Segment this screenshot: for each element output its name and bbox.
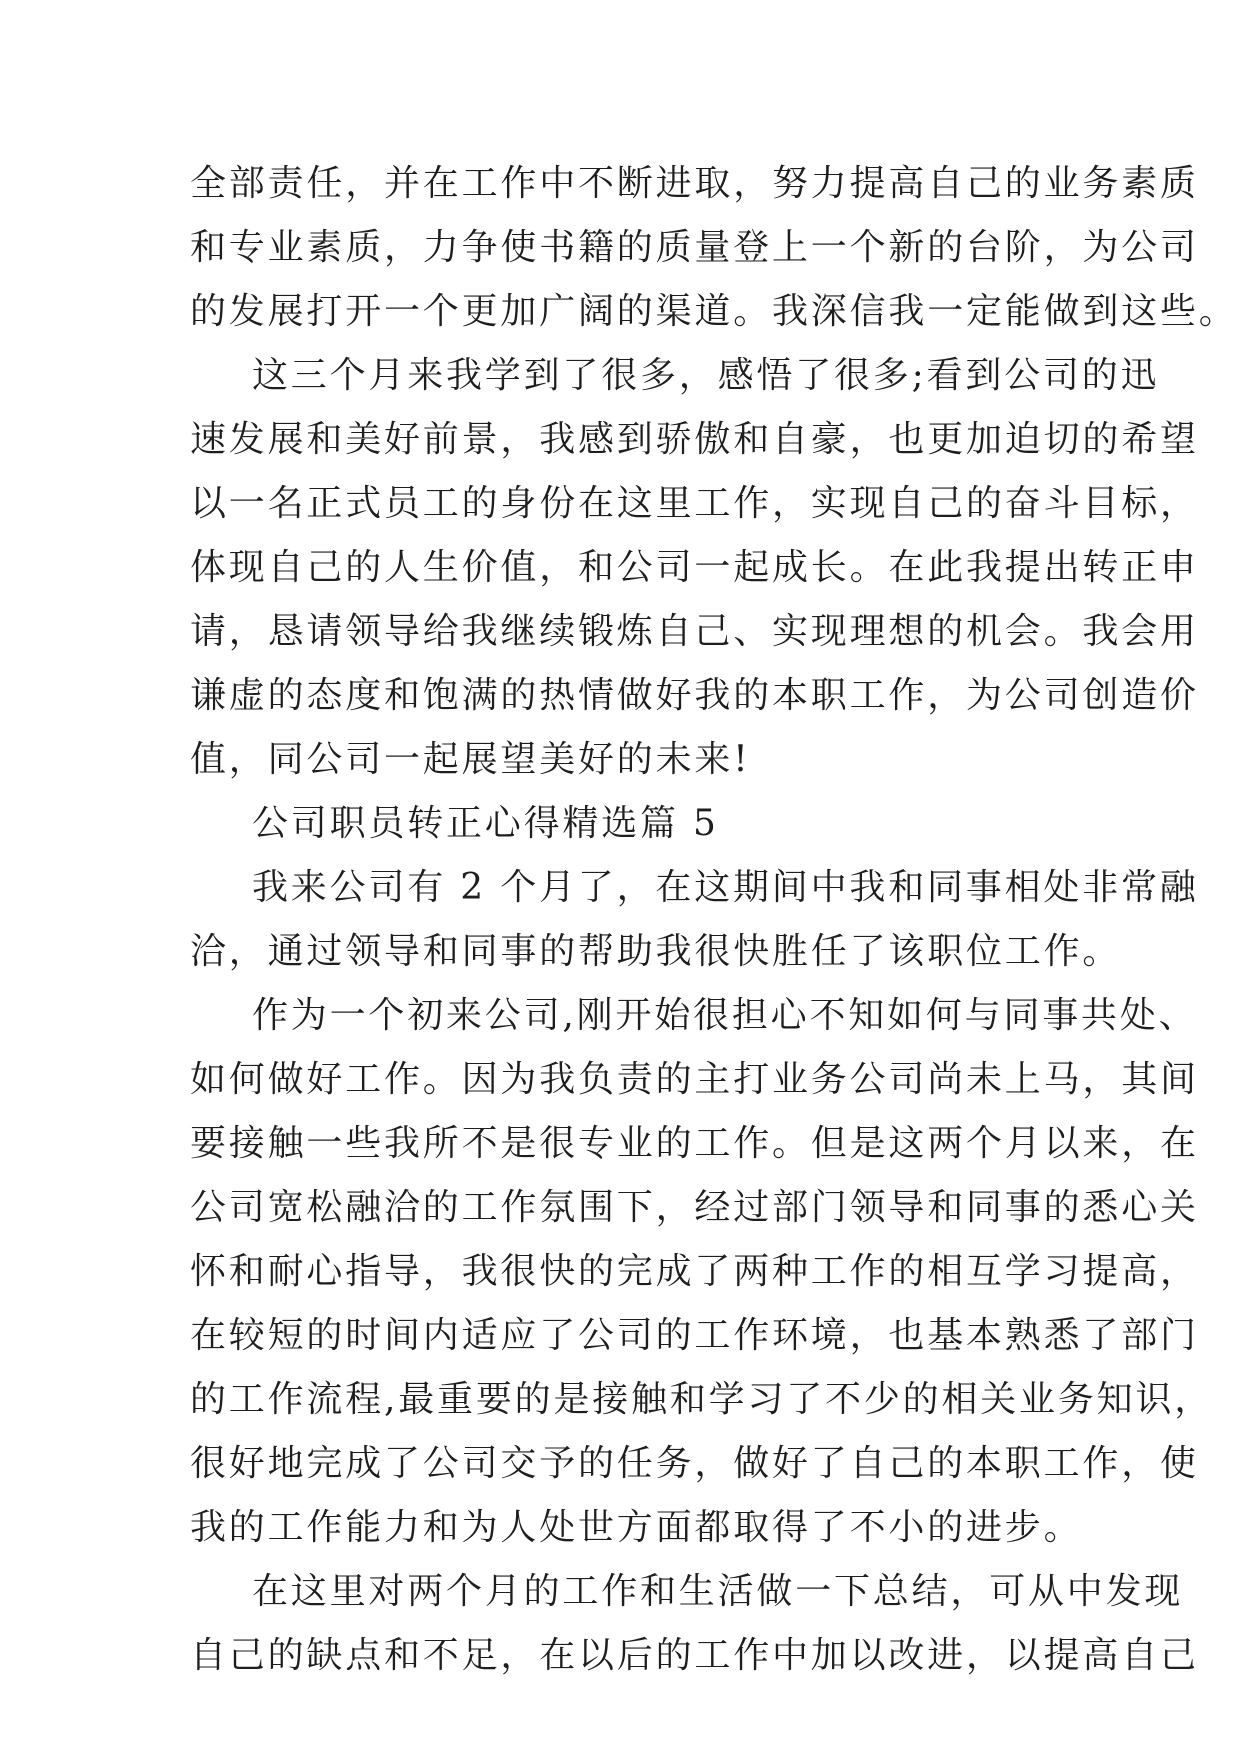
text-line: 的发展打开一个更加广阔的渠道。我深信我一定能做到这些。: [190, 291, 1238, 332]
text-line: 的工作流程,最重要的是接触和学习了不少的相关业务知识，: [190, 1379, 1214, 1420]
section-heading: 公司职员转正心得精选篇 5: [252, 803, 719, 844]
text-line: 全部责任，并在工作中不断进取，努力提高自己的业务素质: [190, 163, 1199, 204]
text-line: 作为一个初来公司,刚开始很担心不知如何与同事共处、: [252, 995, 1198, 1036]
text-line: 我的工作能力和为人处世方面都取得了不小的进步。: [190, 1507, 1083, 1548]
text-line: 如何做好工作。因为我负责的主打业务公司尚未上马，其间: [190, 1059, 1199, 1100]
text-line: 我来公司有 2 个月了，在这期间中我和同事相处非常融: [252, 867, 1199, 908]
text-line: 谦虚的态度和饱满的热情做好我的本职工作，为公司创造价: [190, 675, 1199, 716]
text-line: 这三个月来我学到了很多，感悟了很多;看到公司的迅: [252, 355, 1160, 396]
text-line: 公司宽松融洽的工作氛围下，经过部门领导和同事的悉心关: [190, 1187, 1199, 1228]
text-line: 怀和耐心指导，我很快的完成了两种工作的相互学习提高，: [190, 1251, 1199, 1292]
text-line: 以一名正式员工的身份在这里工作，实现自己的奋斗目标，: [190, 483, 1199, 524]
text-line: 请，恳请领导给我继续锻炼自己、实现理想的机会。我会用: [190, 611, 1199, 652]
text-line: 值，同公司一起展望美好的未来!: [190, 739, 751, 780]
text-line: 洽，通过领导和同事的帮助我很快胜任了该职位工作。: [190, 931, 1122, 972]
text-line: 在这里对两个月的工作和生活做一下总结，可从中发现: [252, 1571, 1184, 1612]
text-line: 体现自己的人生价值，和公司一起成长。在此我提出转正申: [190, 547, 1199, 588]
text-line: 速发展和美好前景，我感到骄傲和自豪，也更加迫切的希望: [190, 419, 1199, 460]
text-line: 很好地完成了公司交予的任务，做好了自己的本职工作，使: [190, 1443, 1199, 1484]
text-line: 在较短的时间内适应了公司的工作环境，也基本熟悉了部门: [190, 1315, 1199, 1356]
text-line: 要接触一些我所不是很专业的工作。但是这两个月以来，在: [190, 1123, 1199, 1164]
text-line: 和专业素质，力争使书籍的质量登上一个新的台阶，为公司: [190, 227, 1199, 268]
text-line: 自己的缺点和不足，在以后的工作中加以改进，以提高自己: [190, 1635, 1199, 1676]
